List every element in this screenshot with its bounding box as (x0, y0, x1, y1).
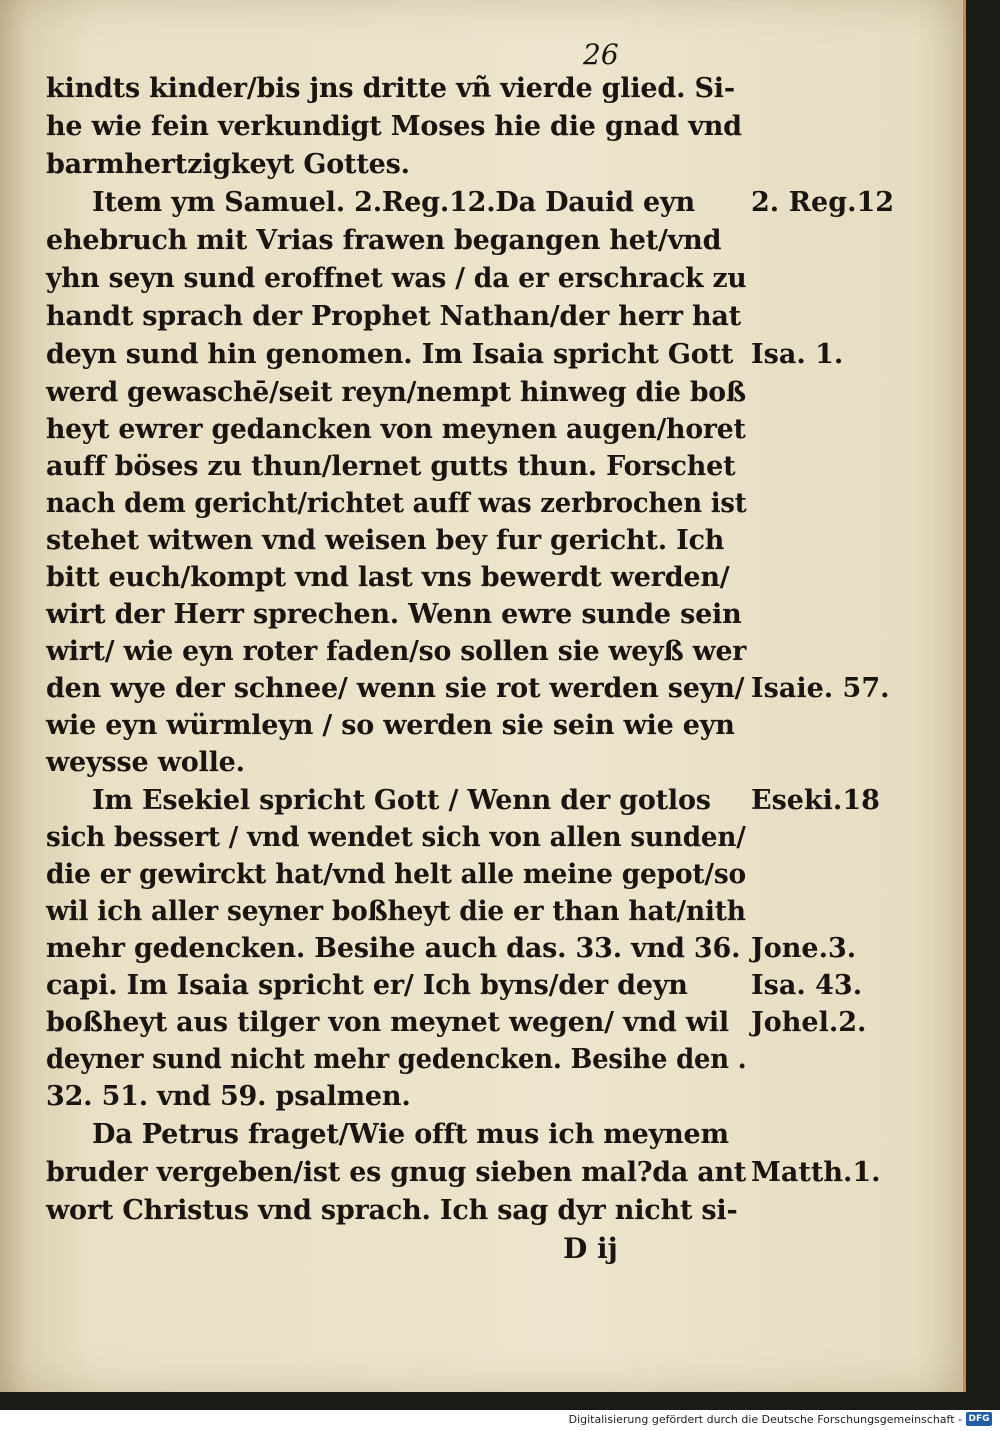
text-line: Da Petrus fraget/Wie offt mus ich meynem (92, 1119, 729, 1150)
dfg-logo-icon: DFG (966, 1412, 992, 1426)
text-line: weysse wolle. (46, 747, 245, 778)
margin-note: Isa. 1. (751, 339, 844, 370)
text-line: sich bessert / vnd wendet sich von allen sunden/ (46, 822, 746, 853)
text-line: deyn sund hin genomen. Im Isaia spricht Gott (46, 339, 734, 370)
text-line: den wye der schnee/ wenn sie rot werden seyn/ (46, 673, 745, 704)
text-line: he wie fein verkundigt Moses hie die gnad vnd (46, 111, 742, 142)
margin-note: Isaie. 57. (751, 673, 890, 704)
text-line: wie eyn würmleyn / so werden sie sein wie eyn (46, 710, 735, 741)
text-line: capi. Im Isaia spricht er/ Ich byns/der deyn (46, 970, 688, 1001)
text-line: auff böses zu thun/lernet gutts thun. Forschet (46, 451, 736, 482)
text-line: wort Christus vnd sprach. Ich sag dyr nicht si- (46, 1195, 738, 1226)
text-line: heyt ewrer gedancken von meynen augen/horet (46, 414, 746, 445)
text-line: wirt/ wie eyn roter faden/so sollen sie weyß wer (46, 636, 747, 667)
text-line: die er gewirckt hat/vnd helt alle meine gepot/so (46, 859, 746, 890)
text-line: 32. 51. vnd 59. psalmen. (46, 1081, 411, 1112)
text-line: mehr gedencken. Besihe auch das. 33. vnd 36. (46, 933, 741, 964)
text-line: Im Esekiel spricht Gott / Wenn der gotlos (92, 785, 711, 816)
margin-note: Isa. 43. (751, 970, 863, 1001)
text-line: boßheyt aus tilger von meynet wegen/ vnd wil (46, 1007, 729, 1038)
funding-credit: Digitalisierung gefördert durch die Deutsche Forschungsgemeinschaft - (568, 1413, 962, 1426)
text-line: yhn seyn sund eroffnet was / da er erschrack zu (46, 263, 747, 294)
text-line: barmhertzigkeyt Gottes. (46, 149, 410, 180)
text-line: Item ym Samuel. 2.Reg.12.Da Dauid eyn (92, 187, 695, 218)
margin-note: Eseki.18 (751, 785, 880, 816)
text-line: bitt euch/kompt vnd last vns bewerdt werden/ (46, 562, 730, 593)
text-line: wil ich aller seyner boßheyt die er than hat/nith (46, 896, 746, 927)
margin-note: 2. Reg.12 (751, 187, 895, 218)
margin-note: Johel.2. (751, 1007, 867, 1038)
text-line: stehet witwen vnd weisen bey fur gericht. Ich (46, 525, 725, 556)
text-line: kindts kinder/bis jns dritte vñ vierde glied. Si- (46, 73, 735, 104)
text-line: werd gewaschē/seit reyn/nempt hinweg die boß (46, 377, 746, 408)
signature-mark: D ij (563, 1232, 618, 1265)
text-line: deyner sund nicht mehr gedencken. Besihe den . (46, 1044, 747, 1075)
text-line: bruder vergeben/ist es gnug sieben mal?da ant (46, 1157, 747, 1188)
margin-note: Matth.1. (751, 1157, 881, 1188)
margin-note: Jone.3. (751, 933, 857, 964)
text-line: handt sprach der Prophet Nathan/der herr hat (46, 301, 741, 332)
text-line: ehebruch mit Vrias frawen begangen het/vnd (46, 225, 722, 256)
page-number: 26 (583, 38, 619, 71)
footer-bar (0, 1410, 1000, 1431)
text-line: nach dem gericht/richtet auff was zerbrochen ist (46, 488, 747, 519)
text-line: wirt der Herr sprechen. Wenn ewre sunde sein (46, 599, 742, 630)
